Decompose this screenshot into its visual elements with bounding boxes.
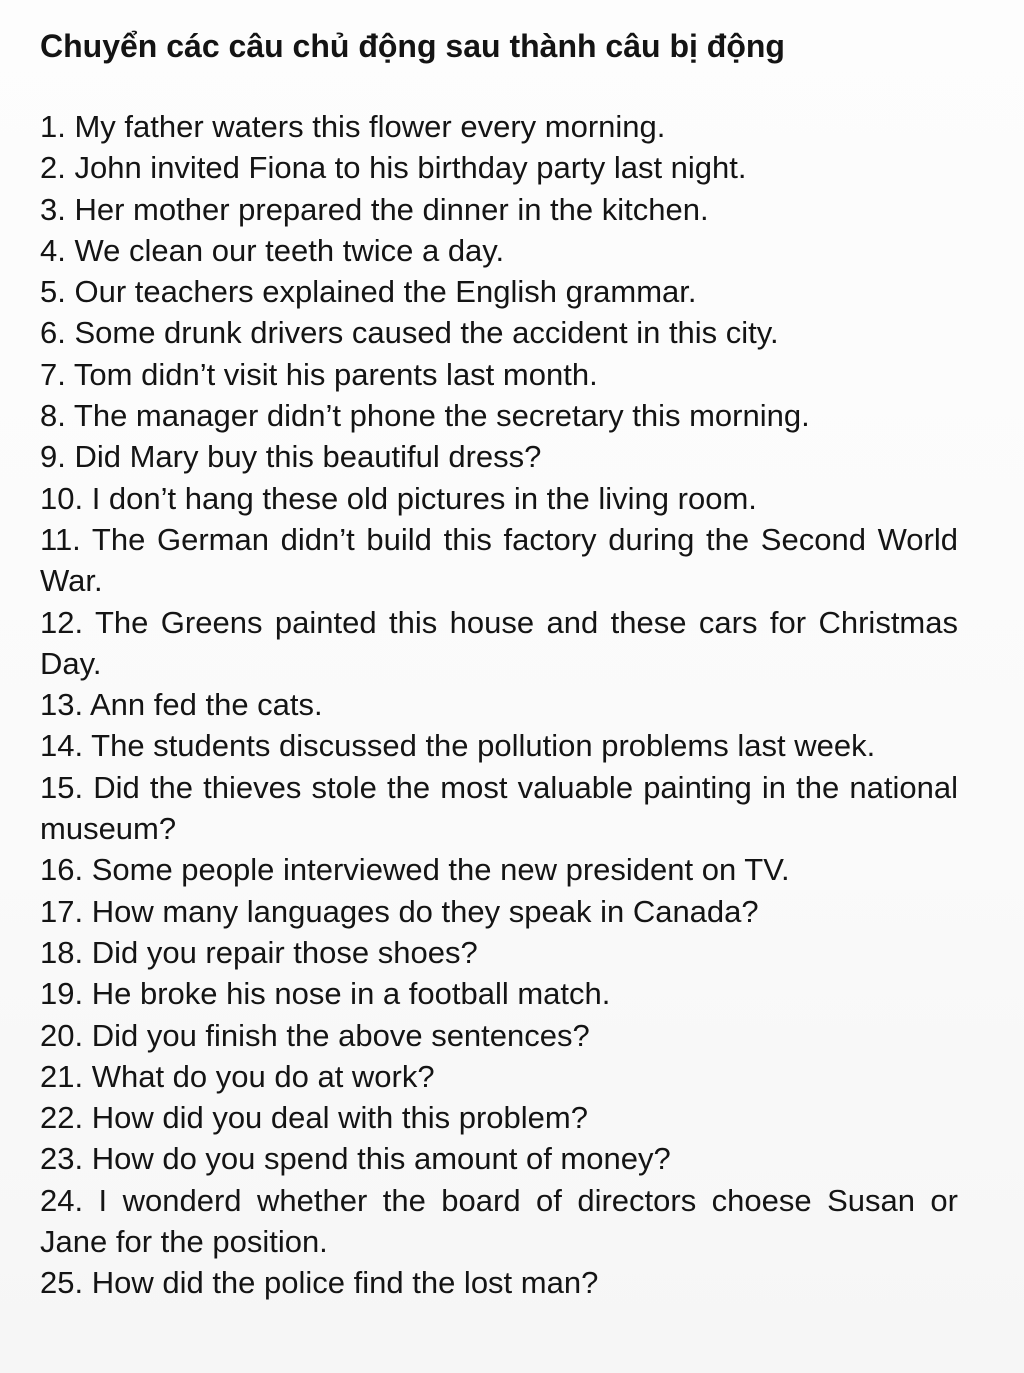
exercise-item-25: 25. How did the police find the lost man? [40,1265,599,1301]
exercise-item-7: 7. Tom didn’t visit his parents last month. [40,356,598,392]
exercise-item-6: 6. Some drunk drivers caused the accident in this city. [40,315,779,351]
document-title: Chuyển các câu chủ động sau thành câu bị động [40,28,785,64]
exercise-item-9: 9. Did Mary buy this beautiful dress? [40,439,542,475]
exercise-item-4: 4. We clean our teeth twice a day. [40,232,505,268]
exercise-item-24: 24. I wonderd whether the board of directors choese Susan or Jane for the position. [40,1182,958,1260]
exercise-item-21: 21. What do you do at work? [40,1058,435,1094]
exercise-item-12: 12. The Greens painted this house and these cars for Christmas Day. [40,604,958,681]
exercise-item-3: 3. Her mother prepared the dinner in the kitchen. [40,191,709,227]
exercise-item-19: 19. He broke his nose in a football match. [40,976,611,1012]
exercise-item-20: 20. Did you finish the above sentences? [40,1017,590,1053]
exercise-item-11: 11. The German didn’t build this factory during the Second World War. [40,521,958,599]
exercise-item-17: 17. How many languages do they speak in Canada? [40,893,759,929]
exercise-list [40,106,958,1304]
exercise-item-18: 18. Did you repair those shoes? [40,934,478,970]
exercise-item-8: 8. The manager didn’t phone the secretary this morning. [40,398,810,434]
exercise-item-10: 10. I don’t hang these old pictures in the living room. [40,480,757,516]
exercise-item-2: 2. John invited Fiona to his birthday party last night. [40,150,747,186]
exercise-item-22: 22. How did you deal with this problem? [40,1100,588,1136]
exercise-item-23: 23. How do you spend this amount of money? [40,1141,671,1177]
exercise-item-13: 13. Ann fed the cats. [40,687,323,723]
exercise-item-5: 5. Our teachers explained the English grammar. [40,274,697,310]
exercise-item-15: 15. Did the thieves stole the most valuable painting in the national museum? [40,769,958,847]
exercise-item-1: 1. My father waters this flower every morning. [40,109,666,144]
exercise-item-14: 14. The students discussed the pollution problems last week. [40,728,876,764]
exercise-item-16: 16. Some people interviewed the new president on TV. [40,852,790,888]
